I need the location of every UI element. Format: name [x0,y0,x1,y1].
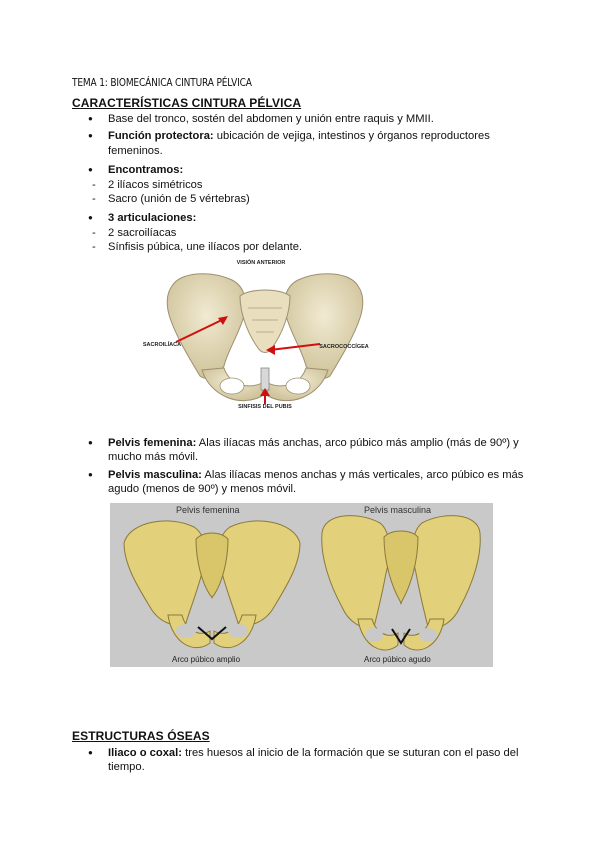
sub-list [72,178,542,207]
pelvis-comparison-list [72,436,542,497]
list-item [72,112,542,126]
item-bold-label: Encontramos: [108,164,184,177]
document-title: TEMA 1: BIOMECÁNICA CINTURA PÉLVICA [72,76,252,89]
caracteristicas-list [72,112,542,255]
item-text: Base del tronco, sostén del abdomen y unión entre raquis y MMII. [108,113,434,125]
list-item [72,746,542,775]
item-text: ubicación de vejiga, intestinos y órganos reproductores femeninos. [108,130,490,157]
section-heading-caracteristicas: CARACTERÍSTICAS CINTURA PÉLVICA [72,96,302,110]
label-sacroiliaca: SACROILÍACA [142,342,182,348]
list-item [72,129,542,158]
pelvis-comparison-illustration [110,503,493,667]
item-text: tres huesos al inicio de la formación que se suturan con el paso del tiempo. [108,747,519,774]
caption-arco-agudo: Arco púbico agudo [364,655,431,664]
label-pelvis-masculina: Pelvis masculina [364,505,432,515]
pelvis-anterior-illustration [140,258,390,416]
sub-list-item: - 2 sacroilíacas [72,226,542,240]
label-pelvis-femenina: Pelvis femenina [176,505,240,515]
item-bold-label: Función protectora: [108,130,214,143]
list-item [72,468,542,497]
list-item [72,211,542,254]
item-bold-label: Iliaco o coxal: [108,747,182,759]
caption-arco-amplio: Arco púbico amplio [172,655,241,664]
pelvis-anterior-figure [140,258,390,416]
sub-list-item: - 2 ilíacos simétricos [72,178,542,192]
item-bold-label: Pelvis femenina: [108,437,197,449]
item-bold-label: 3 articulaciones: [108,212,197,225]
pubic-symphysis [261,368,269,390]
estructuras-list [72,746,542,775]
sub-list [72,226,542,255]
list-item [72,163,542,206]
sub-list-item: - Sínfisis púbica, une ilíacos por delante. [72,240,542,254]
pelvis-comparison-figure [110,503,493,667]
item-text: Alas ilíacas menos anchas y más verticales, arco púbico es más agudo (menos de 90º) y menos móvil. [108,468,524,496]
label-vision-anterior: VISIÓN ANTERIOR [236,260,286,266]
label-sacrococcigea: SACROCOCCÍGEA [319,344,369,350]
sub-list-item: - Sacro (unión de 5 vértebras) [72,192,542,206]
label-sinfisis-pubis: SINFISIS DEL PUBIS [238,404,292,410]
item-bold-label: Pelvis masculina: [108,468,202,481]
item-text: Alas ilíacas más anchas, arco púbico más amplio (más de 90º) y mucho más móvil. [108,437,519,464]
section-heading-estructuras-oseas: ESTRUCTURAS ÓSEAS [72,729,210,743]
list-item [72,436,542,465]
